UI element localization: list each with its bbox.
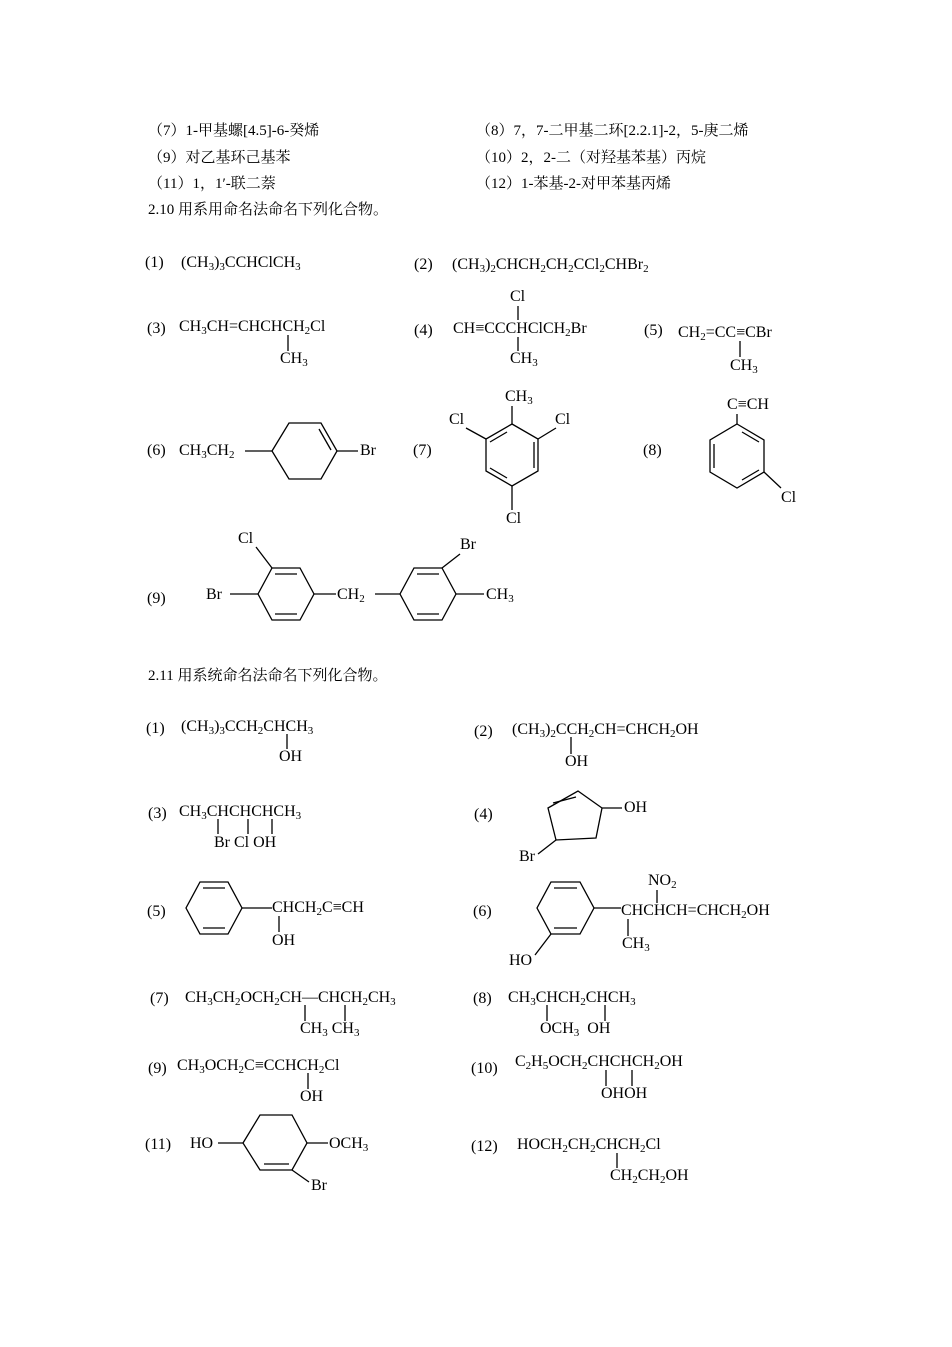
label: (5): [147, 903, 166, 920]
label: (1): [145, 254, 164, 271]
label: (9): [147, 590, 166, 607]
item-9: （9）对乙基环己基苯: [148, 150, 291, 166]
label: (2): [414, 256, 433, 273]
label: (7): [150, 990, 169, 1007]
label: (4): [414, 322, 433, 339]
label: (6): [147, 442, 166, 459]
item-12: （12）1-苯基-2-对甲苯基丙烯: [476, 176, 671, 192]
item-7: （7）1-甲基螺[4.5]-6-癸烯: [148, 123, 320, 139]
section-2-11-title: 2.11 用系统命名法命名下列化合物。: [148, 668, 388, 684]
label: (1): [146, 720, 165, 737]
item-8: （8）7，7-二甲基二环[2.2.1]-2，5-庚二烯: [476, 123, 749, 139]
label: (9): [148, 1060, 167, 1077]
label: (11): [145, 1136, 172, 1153]
label: (6): [473, 903, 492, 920]
label: (4): [474, 806, 493, 823]
label: (12): [471, 1138, 498, 1155]
label: (3): [148, 805, 167, 822]
label: (5): [644, 322, 663, 339]
item-11: （11）1，1′-联二萘: [148, 176, 276, 192]
label: (7): [413, 442, 432, 459]
label: (2): [474, 723, 493, 740]
section-2-10-title: 2.10 用系用命名法命名下列化合物。: [148, 202, 389, 218]
label: (3): [147, 320, 166, 337]
label: (8): [473, 990, 492, 1007]
label: (8): [643, 442, 662, 459]
label: (10): [471, 1060, 498, 1077]
item-10: （10）2，2-二（对羟基苯基）丙烷: [476, 150, 706, 166]
